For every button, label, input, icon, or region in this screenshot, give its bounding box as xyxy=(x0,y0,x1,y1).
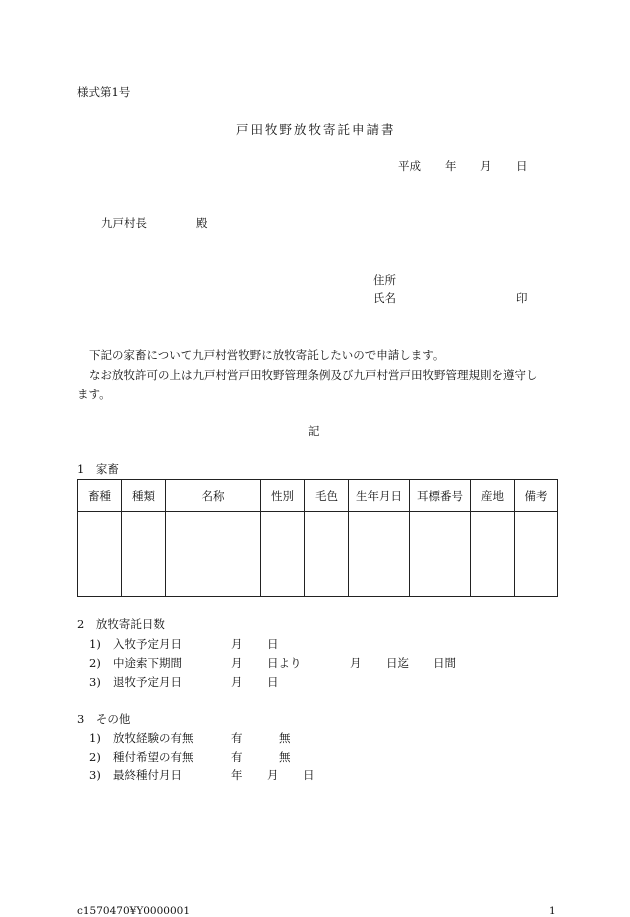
cell-sex[interactable] xyxy=(261,512,305,597)
section2-heading: 2 放牧寄託日数 xyxy=(77,617,165,631)
s2-item3-label: 退牧予定月日 xyxy=(113,675,182,689)
date-day: 日 xyxy=(516,159,528,173)
applicant-seal: 印 xyxy=(516,291,528,305)
s2-item3-day: 日 xyxy=(267,675,279,689)
col-name: 名称 xyxy=(166,480,261,512)
s3-item1-yes: 有 xyxy=(231,731,243,745)
ki-heading: 記 xyxy=(308,424,320,438)
col-birth-date: 生年月日 xyxy=(349,480,410,512)
s2-item2-days: 日間 xyxy=(433,656,456,670)
s2-item2-to: 日迄 xyxy=(386,656,409,670)
s3-item1-no: 無 xyxy=(279,731,291,745)
s3-item3-month: 月 xyxy=(267,768,279,782)
cell-ear-tag[interactable] xyxy=(410,512,471,597)
body-line-3: ます。 xyxy=(77,387,111,401)
s3-item3-label: 最終種付月日 xyxy=(113,768,182,782)
page-number: 1 xyxy=(549,905,556,917)
s2-item3-num: 3) xyxy=(89,675,101,689)
body-line-2: なお放牧許可の上は九戸村営戸田牧野管理条例及び九戸村営戸田牧野管理規則を遵守し xyxy=(89,368,538,382)
s2-item2-month2: 月 xyxy=(350,656,362,670)
s2-item1-label: 入牧予定月日 xyxy=(113,637,182,651)
body-line-1: 下記の家畜について九戸村営牧野に放牧寄託したいので申請します。 xyxy=(89,348,445,362)
col-ear-tag: 耳標番号 xyxy=(410,480,471,512)
table-row xyxy=(78,512,558,597)
cell-origin[interactable] xyxy=(471,512,515,597)
col-breed: 種類 xyxy=(122,480,166,512)
s2-item2-num: 2) xyxy=(89,656,101,670)
addressee-name: 九戸村長 xyxy=(101,216,147,230)
s3-item2-yes: 有 xyxy=(231,750,243,764)
col-remarks: 備考 xyxy=(515,480,558,512)
cell-breed[interactable] xyxy=(122,512,166,597)
section1-heading: 1 家畜 xyxy=(77,462,119,476)
s3-item3-day: 日 xyxy=(303,768,315,782)
s2-item2-from: 日より xyxy=(267,656,302,670)
col-coat-color: 毛色 xyxy=(305,480,349,512)
livestock-table-header xyxy=(78,480,558,512)
s3-item2-no: 無 xyxy=(279,750,291,764)
date-era: 平成 xyxy=(398,159,421,173)
livestock-table xyxy=(77,479,558,597)
document-title: 戸田牧野放牧寄託申請書 xyxy=(236,122,396,137)
footer-code: c1570470¥Y0000001 xyxy=(77,905,191,917)
cell-remarks[interactable] xyxy=(515,512,558,597)
s3-item2-num: 2) xyxy=(89,750,101,764)
s3-item3-year: 年 xyxy=(231,768,243,782)
cell-birth-date[interactable] xyxy=(349,512,410,597)
col-origin: 産地 xyxy=(471,480,515,512)
cell-coat-color[interactable] xyxy=(305,512,349,597)
form-number: 様式第1号 xyxy=(77,85,131,99)
s2-item3-month: 月 xyxy=(231,675,243,689)
addressee-honorific: 殿 xyxy=(196,216,208,230)
s2-item1-day: 日 xyxy=(267,637,279,651)
date-month: 月 xyxy=(480,159,492,173)
col-species: 畜種 xyxy=(78,480,122,512)
cell-name[interactable] xyxy=(166,512,261,597)
cell-species[interactable] xyxy=(78,512,122,597)
s3-item1-num: 1) xyxy=(89,731,101,745)
s3-item1-label: 放牧経験の有無 xyxy=(113,731,194,745)
applicant-name-label: 氏名 xyxy=(373,291,396,305)
s2-item2-month: 月 xyxy=(231,656,243,670)
s2-item1-month: 月 xyxy=(231,637,243,651)
applicant-address-label: 住所 xyxy=(373,273,396,287)
section3-heading: 3 その他 xyxy=(77,712,131,726)
s2-item1-num: 1) xyxy=(89,637,101,651)
s3-item3-num: 3) xyxy=(89,768,101,782)
col-sex: 性別 xyxy=(261,480,305,512)
date-year: 年 xyxy=(445,159,457,173)
s2-item2-label: 中途索下期間 xyxy=(113,656,182,670)
s3-item2-label: 種付希望の有無 xyxy=(113,750,194,764)
